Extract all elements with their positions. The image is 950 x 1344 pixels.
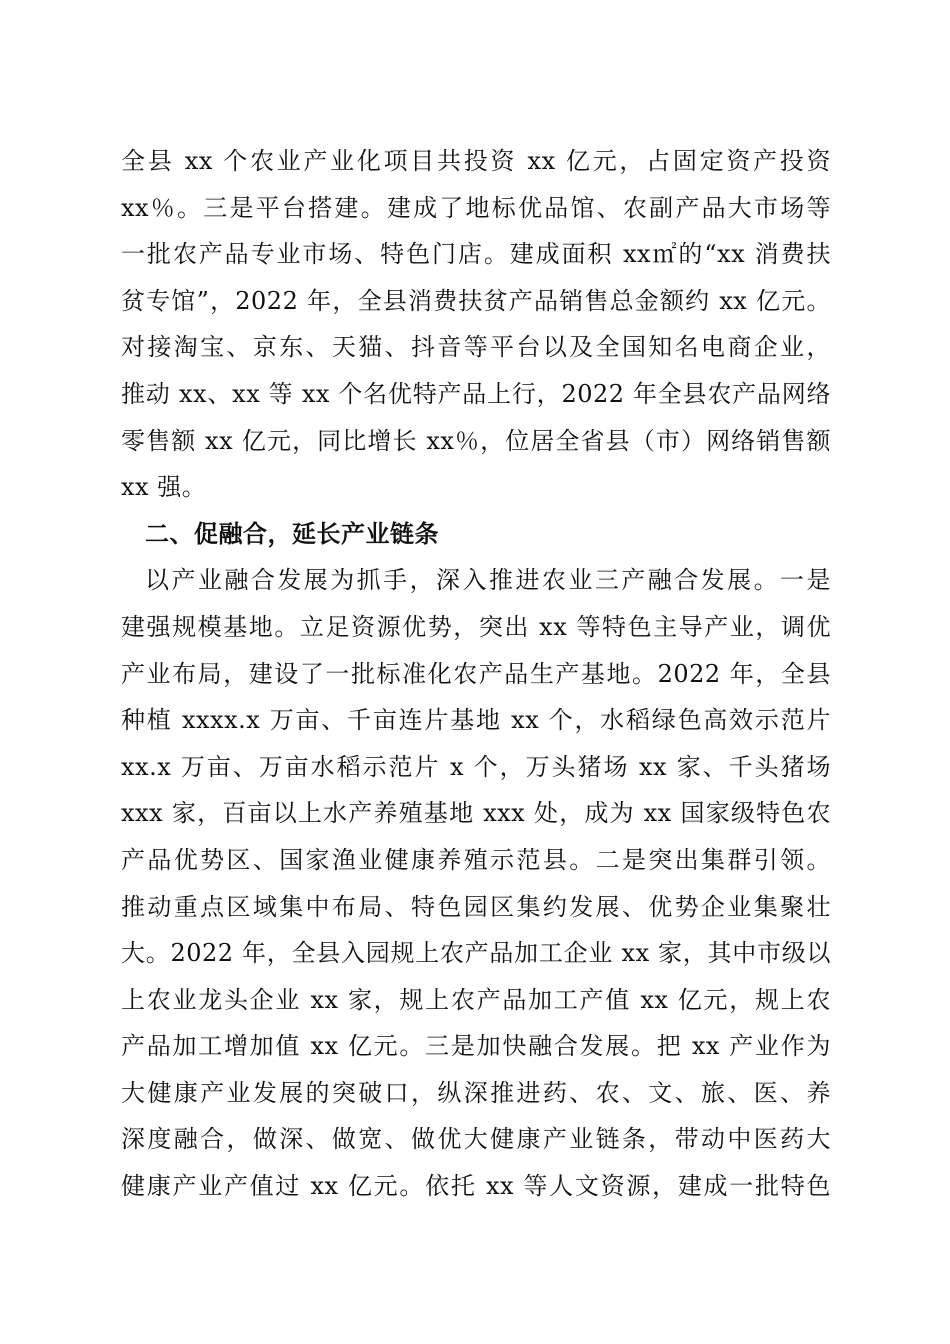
document-body <box>121 138 831 1210</box>
body-text-line: xx.x 万亩、万亩水稻示范片 x 个，万头猪场 xx 家、千头猪场 <box>121 752 831 781</box>
body-text-line: 产品优势区、国家渔业健康养殖示范县。二是突出集群引领。 <box>121 845 831 874</box>
body-text-line: 贫专馆”，2022 年，全县消费扶贫产品销售总金额约 xx 亿元。 <box>121 286 831 315</box>
body-text-line: xx％。三是平台搭建。建成了地标优品馆、农副产品大市场等 <box>121 193 831 222</box>
body-text-line: 种植 xxxx.x 万亩、千亩连片基地 xx 个，水稻绿色高效示范片 <box>121 706 831 735</box>
body-text-line: 产品加工增加值 xx 亿元。三是加快融合发展。把 xx 产业作为 <box>121 1032 831 1061</box>
body-text-line: 推动 xx、xx 等 xx 个名优特产品上行，2022 年全县农产品网络 <box>121 379 831 408</box>
body-text-line: 大健康产业发展的突破口，纵深推进药、农、文、旅、医、养 <box>121 1078 831 1107</box>
body-text-line: 推动重点区域集中布局、特色园区集约发展、优势企业集聚壮 <box>121 892 831 921</box>
body-text-line: 全县 xx 个农业产业化项目共投资 xx 亿元，占固定资产投资 <box>121 147 831 175</box>
body-text-line: 零售额 xx 亿元，同比增长 xx％，位居全省县（市）网络销售额 <box>121 426 831 455</box>
body-text-line: 大。2022 年，全县入园规上农产品加工企业 xx 家，其中市级以 <box>121 939 831 968</box>
body-text-line: 产业布局，建设了一批标准化农产品生产基地。2022 年，全县 <box>121 659 831 688</box>
body-text-line: xx 强。 <box>121 473 207 502</box>
body-text-line: 上农业龙头企业 xx 家，规上农产品加工产值 xx 亿元，规上农 <box>121 985 831 1014</box>
body-text-line: 建强规模基地。立足资源优势，突出 xx 等特色主导产业，调优 <box>121 612 831 641</box>
body-text-line: 健康产业产值过 xx 亿元。依托 xx 等人文资源，建成一批特色 <box>121 1172 831 1201</box>
body-text-line: 一批农产品专业市场、特色门店。建成面积 xx㎡的“xx 消费扶 <box>121 240 831 269</box>
body-text-line: xxx 家，百亩以上水产养殖基地 xxx 处，成为 xx 国家级特色农 <box>121 799 831 828</box>
body-text-line: 对接淘宝、京东、天猫、抖音等平台以及全国知名电商企业， <box>121 333 831 362</box>
body-text-line: 以产业融合发展为抓手，深入推进农业三产融合发展。一是 <box>145 566 831 595</box>
body-text-line: 深度融合，做深、做宽、做优大健康产业链条，带动中医药大 <box>121 1125 831 1154</box>
section-heading: 二、促融合，延长产业链条 <box>145 519 439 548</box>
